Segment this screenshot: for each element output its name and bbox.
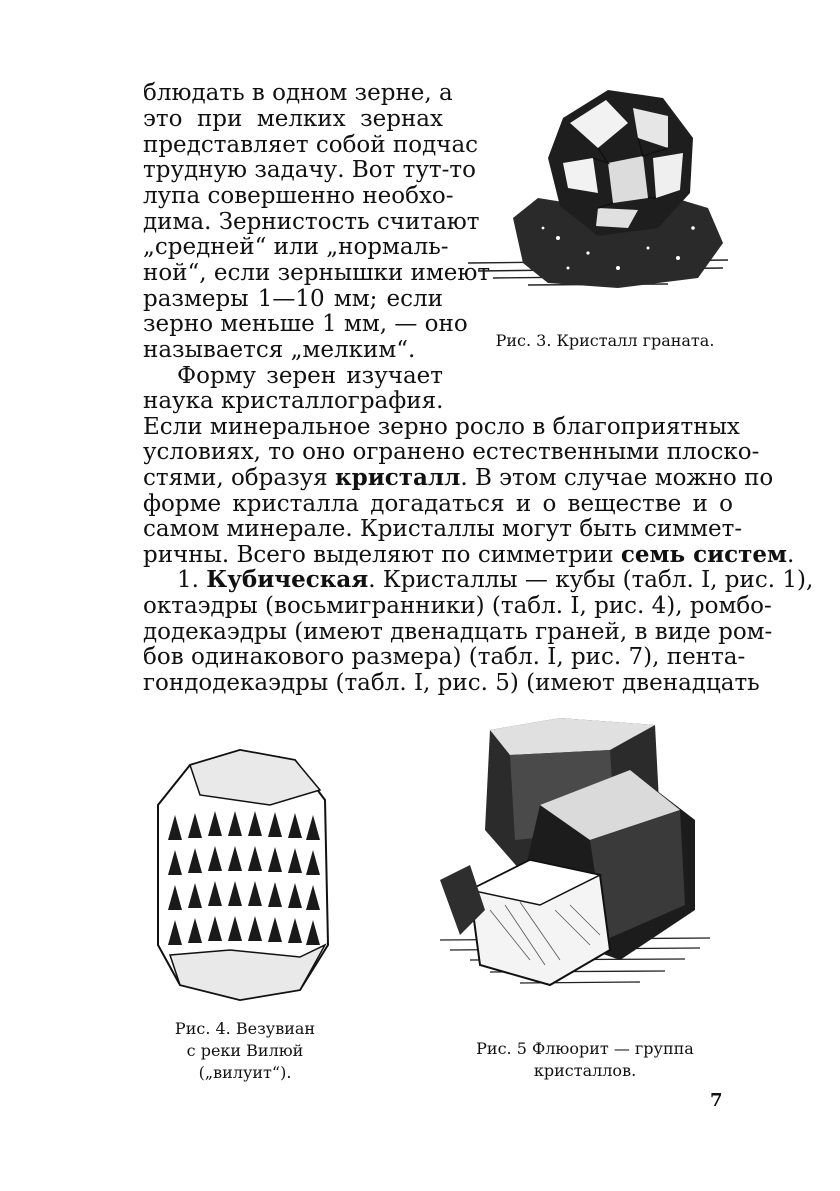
figure-4-caption-line-3: („вилуит“). xyxy=(198,1063,292,1082)
figure-5-caption-line-2: кристаллов. xyxy=(533,1061,637,1080)
text-line: бов одинакового размера) (табл. I, рис. 7), пента- xyxy=(143,644,746,670)
text-line: Если минеральное зерно росло в благоприятных xyxy=(143,414,740,440)
vesuvianite-crystal-illustration xyxy=(150,745,340,1005)
text-line: дима. Зернистость считают xyxy=(143,209,480,235)
text-line: представляет собой подчас xyxy=(143,132,479,158)
text-line: зерно меньше 1 мм, — оно xyxy=(143,311,468,337)
figure-4-caption-line-2: с реки Вилюй xyxy=(186,1041,304,1060)
text-line: додекаэдры (имеют двенадцать граней, в виде ром- xyxy=(143,619,773,645)
text-line: 1. Кубическая. Кристаллы — кубы (табл. I, рис. 1), xyxy=(177,566,814,593)
text-line: форме кристалла догадаться и о веществе и о xyxy=(143,491,733,517)
text-line: Форму зерен изучает xyxy=(177,363,443,389)
text-line: октаэдры (восьмигранники) (табл. I, рис. 4), ромбо- xyxy=(143,593,772,619)
text-line: „средней“ или „нормаль- xyxy=(143,234,449,260)
figure-4-caption-line-1: Рис. 4. Везувиан xyxy=(174,1019,316,1038)
garnet-crystal-illustration xyxy=(468,78,738,308)
figure-3-caption: Рис. 3. Кристалл граната. xyxy=(495,331,715,350)
bold-term: семь систем xyxy=(620,541,788,568)
text-line: наука кристаллография. xyxy=(143,388,444,414)
text-line: стями, образуя кристалл. В этом случае можно по xyxy=(143,464,774,491)
text-line: называется „мелким“. xyxy=(143,337,416,363)
text-line: размеры 1—10 мм; если xyxy=(143,286,443,312)
text-line: ной“, если зернышки имеют xyxy=(143,260,491,286)
text-line: гондодекаэдры (табл. I, рис. 5) (имеют двенадцать xyxy=(143,670,760,696)
text-line: самом минерале. Кристаллы могут быть симмет- xyxy=(143,516,743,542)
text-line: это при мелких зернах xyxy=(143,106,443,132)
figure-5-caption-line-1: Рис. 5 Флюорит — группа xyxy=(476,1039,694,1058)
text-line: трудную задачу. Вот тут-то xyxy=(143,157,476,183)
page-number: 7 xyxy=(710,1090,723,1111)
bold-term: кристалл xyxy=(335,464,461,491)
bold-term: Кубическая xyxy=(206,566,369,593)
text-line: лупа совершенно необхо- xyxy=(143,183,454,209)
text-line: блюдать в одном зерне, а xyxy=(143,80,453,106)
fluorite-crystal-illustration xyxy=(430,710,720,1010)
text-line: ричны. Всего выделяют по симметрии семь систем. xyxy=(143,541,795,568)
text-line: условиях, то оно огранено естественными плоско- xyxy=(143,439,760,465)
